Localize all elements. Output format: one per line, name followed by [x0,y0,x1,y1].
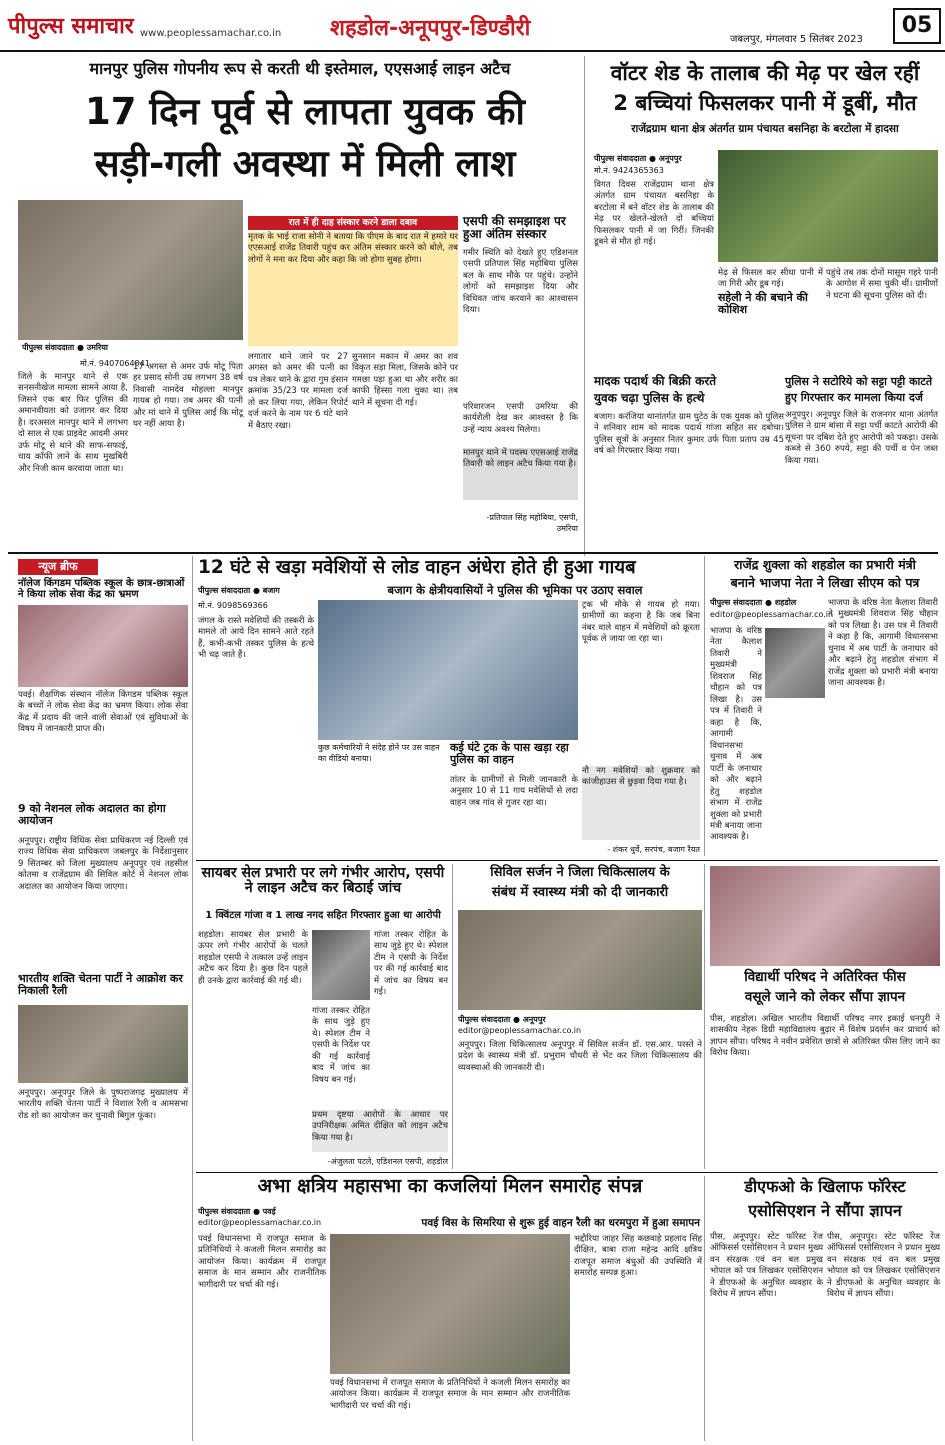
story5-text-a: जंगल के रास्ते मवेशियों की तस्करी के मामले तो आये दिन सामने आते रहते हैं, कभी-कभी तस्कर पुलिस के हत्थे भी चढ़ जाते हैं। [198,616,314,661]
story5-kicker: बजाग के क्षेत्रीयवासियों ने पुलिस की भूमिका पर उठाए सवाल [387,583,643,597]
story3-headline-line1: मादक पदार्थ की बिक्री करते [594,374,717,388]
story1-quote: मानपुर थाने में पदस्थ एएसआई राजेंद्र तिवारी को लाइन अटैच किया गया है। [463,448,578,500]
story5-text-d: नौ नग मवेशियों को शुक्रवार को कांजीहाउस से छुड़वा दिया गया है। [582,766,700,840]
story6-text: भाजपा के वरिष्ठ नेता कैलाश तिवारी ने मुख्यमंत्री शिवराज सिंह चौहान को पत्र लिखा है। उस पत्र में तिवारी ने कहा है कि, आगामी विधानसभा चुनाव में अब पार्टी के जनाधार को और बढ़ाने हेतु शहडोल संभाग में राजेंद्र शुक्ला को प्रभारी मंत्री बनाया जाना आवश्यक है। [710,626,762,843]
story11-headline-line2: एसोसिएशन ने सौंपा ज्ञापन [748,1201,902,1220]
story1-mobile: मो.नं. 9407064841 [80,359,150,368]
story1-text-a: जिले के मानपुर थाने से एक सनसनीखेज मामला सामने आया है, जिसने एक बार फिर पुलिस की अमानवीयता को उजागर कर दिया है। दरअसल मानपुर थाने में लगभग दो साल से एक प्राइवेट आदमी अमर उर्फ मोटू से थाने की साफ-सफाई, चाय कॉफी लाने के साथ मुखबिरी और निजी काम करवाया जाता था। [18,372,128,474]
story6-headline-line1: राजेंद्र शुक्ला को शहडोल का प्रभारी मंत्री [734,557,916,572]
brief-item2-text: अनूपपुर। राष्ट्रीय विधिक सेवा प्राधिकरण नई दिल्ली एवं राज्य विधिक सेवा प्राधिकरण जबलपुर के निर्देशानुसार 9 सितम्बर को जिला मुख्यालय अनूपपुर एवं तहसील कोतमा व राजेंद्रग्राम की सिविल कोर्ट में नेशनल लोक अदालत का आयोजन किया जाएगा। [18,836,188,892]
story10-text-a: पवई विधानसभा में राजपूत समाज के प्रतिनिधियों ने कजली मिलन समारोह का आयोजन किया। कार्यक्रम में राजपूत समाज के मान सम्मान और राजनीतिक भागीदारी पर चर्चा की गई। [198,1234,326,1290]
story4-text: अनूपपुर। अनूपपुर जिले के राजनगर थाना अंतर्गत पुलिस ने ग्राम बांसा में सट्टा पर्ची काटते आरोपी की सूचना पर दबिश देते हुए आरोपी को पकड़ा। उसके कब्जे से 360 रुपये, सट्टा की पर्ची व पेन जब्त किया गया। [785,410,938,466]
story7-text-a: शहडोल। सायबर सेल प्रभारी के ऊपर लगे गंभीर आरोपों के चलते शहडोल एसपी ने तत्काल उन्हें लाइन अटैच कर दिया है। कुछ दिन पहले ही उनके द्वारा कार्रवाई की गई थी। [198,930,308,986]
story11-headline-line1: डीएफओ के खिलाफ फॉरेस्ट [744,1177,906,1196]
story6-byline: पीपुल्स संवाददाता ● शहडोल [710,598,797,607]
story6-email[interactable]: editor@peoplessamachar.co.in [710,610,834,619]
newspaper-logo: पीपुल्स समाचार [8,14,134,39]
story1-text-e: सुनसान मकान में अमर का शव विकृत सड़ा मिला, जिसके कोने पर गमछा पड़ा हुआ था और शरीर का काफी हिस्सा गला चुका था। तब थाने में सूचना दी गई। [352,352,458,408]
story2-text-b: मेढ़ से फिसल कर सीधा पानी में जा गिरी और डूब गई। [718,268,823,290]
edition-date: जबलपुर, मंगलवार 5 सितंबर 2023 [730,34,863,45]
column-divider [704,556,705,856]
story11-text-cont: पीस, अनूपपुर। स्टेट फॉरेस्ट रेंज ऑफिसर्स एसोसिएशन ने प्रधान मुख्य वन संरक्षक एवं वन बल प्रमुख भोपाल को पत्र लिखकर एसोसिएशन ने डीएफओ के अनुचित व्यवहार के विरोध में ज्ञापन सौंपा। [827,1232,940,1300]
story4-headline-line2: हुए गिरफ्तार कर मामला किया दर्ज [785,391,923,404]
story5-mobile: मो.नं. 9098569366 [198,601,268,610]
story10-text-b: भद्दौरिया जाहर सिंह कछवाहे प्रहलाद सिंह दीक्षित, बाबा राजा महेन्द्र आदि क्षत्रिय राजपूत समाज बंधुओं की उपस्थिति में समारोह सम्पन्न हुआ। [574,1234,702,1279]
story9-text: पीस, शहडोल। अखिल भारतीय विद्यार्थी परिषद नगर इकाई धनपुरी ने शासकीय नेहरू डिग्री महाविद्यालय बुढ़ार में विशेष प्रदर्शन कर प्राचार्य को ज्ञापन सौंपा। परिषद ने नवीन प्रवेशित छात्रों से अतिरिक्त फीस लिए जाने का विरोध किया। [710,1014,940,1059]
brief-item3-photo [18,1005,188,1083]
story5-text-c: ट्रक भी मौके से गायब हो गया। ग्रामीणों का कहना है कि जब बिना नंबर वाले वाहन में मवेशियों को क्रूरता पूर्वक ले जाया जा रहा था। [582,600,700,645]
column-divider [192,556,193,1441]
column-divider [584,56,585,556]
brief-item2-title: 9 को नेशनल लोक अदालत का होगा आयोजन [18,802,166,828]
story7-quote-by: -अंजुलता पटले, एडिशनल एसपी, शहडोल [327,1157,448,1166]
brief-item3-text: अनूपपुर। अनूपपुर जिले के पुष्पराजगढ़ मुख्यालय में भारतीय शक्ति चेतना पार्टी ने विशाल रैली व आमसभा रोड शो का आयोजन कर चुनावी बिगुल फूंका। [18,1088,188,1121]
story1-byline: पीपुल्स संवाददाता ● उमरिया [22,343,108,352]
story9-headline-line2: वसूले जाने को लेकर सौंपा ज्ञापन [744,989,906,1005]
story5-text-b: तांतर के ग्रामीणों से मिली जानकारी के अनुसार 10 से 11 गाय मवेशियों से लदा वाहन जब गांव से गुजर रहा था। [450,775,578,808]
column-divider [704,1176,705,1441]
story1-headline-line2: सड़ी-गली अवस्था में मिली लाश [94,142,516,185]
story10-headline: अभा क्षत्रिय महासभा का कजलियां मिलन समारोह संपन्न [257,1175,643,1197]
website-url[interactable]: www.peoplessamachar.co.in [140,28,282,39]
story2-byline: पीपुल्स संवाददाता ● अनूपपुर [594,154,682,163]
story8-text: अनूपपुर। जिला चिकित्सालय अनूपपुर में सिविल सर्जन डॉ. एस.आर. परस्ते ने प्रदेश के स्वास्थ्य मंत्री डॉ. प्रभुराम चौधरी से भेंट कर जिला चिकित्सालय की व्यवस्थाओं की जानकारी दी। [458,1040,702,1073]
story2-mobile: मो.नं. 9424365363 [594,166,664,175]
story10-text-a-cont: पवई विधानसभा में राजपूत समाज के प्रतिनिधियों ने कजली मिलन समारोह का आयोजन किया। कार्यक्रम में राजपूत समाज के मान सम्मान और राजनीतिक भागीदारी पर चर्चा की गई। [330,1378,570,1411]
story8-photo-meeting [458,910,702,1010]
story6-portrait [765,628,825,698]
story2-text-a: विगत दिवस राजेंद्रग्राम थाना क्षेत्र अंतर्गत ग्राम पंचायत बसनिहा के बरटोला में बने वॉटर शेड के तालाब की मेढ़ पर खेलते-खेलते दो बच्चियां फिसलकर पानी में जा गिरीं। जिनकी डूबने से मौत हो गई। [594,180,714,248]
story7-quote: प्रथम दृष्टया आरोपों के आधार पर उपनिरीक्षक अमित दीक्षित को लाइन अटैच किया गया है। [312,1110,448,1152]
news-brief-label: न्यूज ब्रीफ [18,559,98,575]
section-rule [8,552,938,554]
story7-text-b-cont: गांजा तस्कर रोहित के साथ जुड़े हुए थे। स्पेशल टीम ने एसपी के निर्देश पर की गई कार्रवाई बाद में जांच का विषय बन गई। [312,1006,370,1085]
brief-item1-text: पवई। शैक्षणिक संस्थान नॉलेज किंगडम पब्लिक स्कूल के बच्चों ने लोक सेवा केंद्र का भ्रमण किया। लोक सेवा केंद्र में प्रदाय की जाने वाली सेवाओं एवं सुविधाओं के विषय में जानकारी प्राप्त की। [18,690,188,735]
story5-caption-police: कई घंटे ट्रक के पास खड़ा रहा पुलिस का वाहन [450,741,569,767]
story7-officer-photo [312,930,370,1000]
story7-text-b: गांजा तस्कर रोहित के साथ जुड़े हुए थे। स्पेशल टीम ने एसपी के निर्देश पर की गई कार्रवाई बाद में जांच का विषय बन गई। [374,930,448,998]
story1-text-c: लगातार थाने जाने पर 27 अगस्त को अमर की पत्नी का पत्र लेकर थाने के द्वारा गुम इंसान क्रमांक 35/23 पर मामला दर्ज तो कर लिया गया, लेकिन रिपोर्ट दर्ज करने के नाम पर 6 घंटे थाने में बैठाए रखा। [248,352,348,431]
story1-text-d: मृतक के भाई राजा सोनी ने बताया कि पीएम के बाद रात में हमारे घर एएसआई राजेंद्र तिवारी पहुंच कर अंतिम संस्कार करने को बोले, तब लोगों ने मना कर दिया और कहा कि जो होगा सुबह होगा। [248,232,458,346]
story2-subhead-friend: सहेली ने की बचाने की कोशिश [718,291,808,317]
story1-text-b: 17 अगस्त से अमर उर्फ मोटू पिता हर प्रसाद सोनी उम्र लगभग 38 वर्ष निवासी नामदेव मोहल्ला मानपुर गायब हो गया। तब अमर की पत्नी और मां थाने में पुलिस आईं कि मोटू घर नहीं आया है। [133,362,243,430]
story5-headline: 12 घंटे से खड़ा मवेशियों से लोड वाहन अंधेरा होते ही हुआ गायब [198,557,636,578]
story1-text-g: परिवारजन एसपी उमरिया की कार्यशैली देख कर आश्वस्त है कि उन्हें न्याय अवश्य मिलेगा। [463,402,578,435]
masthead [0,0,945,52]
story1-quote-by: -प्रतिपाल सिंह महोबिया, एसपी, उमरिया [486,513,578,533]
page-number: 05 [893,8,941,44]
story5-photo-truck [318,600,578,740]
story7-headline: सायबर सेल प्रभारी पर लगे गंभीर आरोप, एसपी ने लाइन अटैच कर बिठाई जांच [201,865,445,897]
story10-email[interactable]: editor@peoplessamachar.co.in [198,1218,322,1227]
story3-text: बजाग। करंजिया थानांतर्गत ग्राम घुटेठ के एक युवक को पुलिस ने शनिवार शाम को मादक पदार्थ गांजा सहित सर दबोचा। पुलिस सूत्रों के अनुसार नितर कुमार उर्फ पिता प्रताप उम्र 45 वर्ष को गिरफ्तार किया गया। [594,412,784,457]
story8-headline-line2: संबंध में स्वास्थ्य मंत्री को दी जानकारी [491,885,669,900]
section-rule [196,1172,938,1173]
brief-item1-photo [18,605,188,687]
story7-kicker: 1 क्विंटल गांजा व 1 लाख नगद सहित गिरफ्तार हुआ था आरोपी [205,910,441,921]
story8-headline-line1: सिविल सर्जन ने जिला चिकित्सालय के [490,865,670,880]
story2-headline-line2: 2 बच्चियां फिसलकर पानी में डूबीं, मौत [613,91,917,115]
story5-photo-caption: कुछ कर्मचारियों ने संदेह होने पर उस वाहन का वीडियो बनाया। [318,743,440,763]
story2-text-c: पहुंचे तब तक दोनों मासूम गहरे पानी के आगोश में समा चुकी थीं। ग्रामीणों ने घटना की सूचना पुलिस को दी। [826,268,938,301]
story2-photo-pond [718,150,938,262]
story1-kicker: मानपुर पुलिस गोपनीय रूप से करती थी इस्तेमाल, एएसआई लाइन अटैच [89,59,511,78]
story11-text: पीस, अनूपपुर। स्टेट फॉरेस्ट रेंज ऑफिसर्स एसोसिएशन ने प्रधान मुख्य वन संरक्षक एवं वन बल प्रमुख भोपाल को पत्र लिखकर एसोसिएशन ने डीएफओ के अनुचित व्यवहार के विरोध में ज्ञापन सौंपा। [710,1232,823,1300]
story8-email[interactable]: editor@peoplessamachar.co.in [458,1026,582,1035]
story1-photo-crowd [18,200,243,340]
story2-headline-line1: वॉटर शेड के तालाब की मेढ़ पर खेल रहीं [610,61,920,85]
column-divider [452,864,453,1169]
story5-byline: पीपुल्स संवाददाता ● बजाग [198,586,280,595]
story8-byline: पीपुल्स संवाददाता ● अनूपपुर [458,1015,546,1024]
brief-item1-title: नॉलेज किंगडम पब्लिक स्कूल के छात्र-छात्राओं ने किया लोक सेवा केंद्र का भ्रमण [18,578,185,600]
story9-headline-line1: विद्यार्थी परिषद ने अतिरिक्त फीस [744,969,906,985]
story10-photo-gathering [330,1234,570,1374]
story10-kicker: पवई विस के सिमरिया से शुरू हुई वाहन रैली का धरमपुरा में हुआ समापन [421,1217,700,1229]
brief-item3-title: भारतीय शक्ति चेतना पार्टी ने आक्रोश कर निकाली रैली [18,972,183,998]
column-divider [704,864,705,1169]
story9-photo-students [710,866,940,966]
story6-text-cont: भाजपा के वरिष्ठ नेता कैलाश तिवारी ने मुख्यमंत्री शिवराज सिंह चौहान को पत्र लिखा है। उस पत्र में तिवारी ने कहा है कि, आगामी विधानसभा चुनाव में अब पार्टी के जनाधार को और बढ़ाने हेतु शहडोल संभाग में राजेंद्र शुक्ला को प्रभारी मंत्री बनाया जाना आवश्यक है। [828,598,938,689]
story10-byline: पीपुल्स संवाददाता ● पवई [198,1207,276,1216]
story4-headline-line1: पुलिस ने सटोरिये को सट्टा पट्टी काटते [785,375,933,388]
story1-headline-line1: 17 दिन पूर्व से लापता युवक की [85,90,525,133]
story1-subhead-pressure: रात में ही दाह संस्कार करने डाला दबाव [248,216,458,230]
story5-quote-by: - शंकर धुर्वे, सरपंच, बजाग रैयत [607,845,700,854]
section-title: शहडोल-अनूपपुर-डिण्डौरी [330,16,531,41]
story1-text-f: गमीर स्थिति को देखते हुए एडिशनल एसपी प्रतिपाल सिंह महोबिया पुलिस बल के साथ मौके पर पहुंचे। उन्होंने लोगों को समझाइश दिया और विधिवत जांच करवाने का आश्वासन दिया। [463,248,578,316]
story6-headline-line2: बनाने भाजपा नेता ने लिखा सीएम को पत्र [730,575,920,590]
story3-headline-line2: युवक चढ़ा पुलिस के हत्थे [594,391,705,405]
section-rule [196,860,938,861]
story1-subhead-sp: एसपी की समझाइश पर हुआ अंतिम संस्कार [463,214,566,242]
story2-kicker: राजेंद्रग्राम थाना क्षेत्र अंतर्गत ग्राम पंचायत बसनिहा के बरटोला में हादसा [631,123,899,135]
